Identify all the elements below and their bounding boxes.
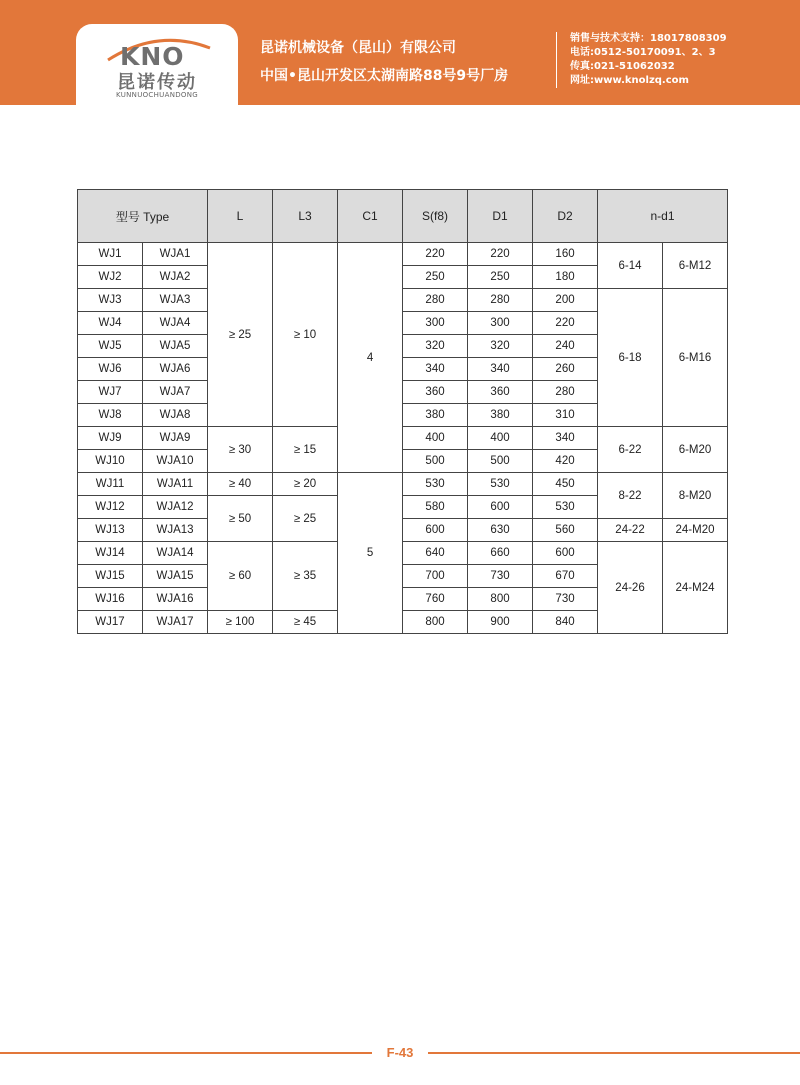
header-divider xyxy=(556,32,557,88)
cell-d2: 450 xyxy=(533,473,598,496)
sales-phone: 销售与技术支持：18017808309 xyxy=(570,33,727,44)
cell-s: 300 xyxy=(403,312,468,335)
cell-s: 400 xyxy=(403,427,468,450)
cell-l: ≥ 30 xyxy=(208,427,273,473)
cell-d2: 240 xyxy=(533,335,598,358)
cell-d1: 730 xyxy=(468,565,533,588)
cell-wj: WJ4 xyxy=(78,312,143,335)
cell-wja: WJA9 xyxy=(143,427,208,450)
cell-d2: 160 xyxy=(533,243,598,266)
cell-wja: WJA5 xyxy=(143,335,208,358)
cell-wja: WJA15 xyxy=(143,565,208,588)
cell-d2: 340 xyxy=(533,427,598,450)
cell-d1: 500 xyxy=(468,450,533,473)
cell-n: 24-26 xyxy=(598,542,663,634)
contact-info xyxy=(570,32,727,88)
cell-d2: 220 xyxy=(533,312,598,335)
cell-s: 580 xyxy=(403,496,468,519)
cell-l: ≥ 40 xyxy=(208,473,273,496)
cell-wja: WJA12 xyxy=(143,496,208,519)
cell-d1: 220 xyxy=(468,243,533,266)
cell-wja: WJA1 xyxy=(143,243,208,266)
header-l: L xyxy=(208,190,273,243)
cell-wj: WJ6 xyxy=(78,358,143,381)
cell-wj: WJ12 xyxy=(78,496,143,519)
company-info xyxy=(260,34,508,90)
page-header xyxy=(0,0,800,105)
cell-l3: ≥ 20 xyxy=(273,473,338,496)
cell-wja: WJA6 xyxy=(143,358,208,381)
cell-l: ≥ 60 xyxy=(208,542,273,611)
cell-wja: WJA16 xyxy=(143,588,208,611)
cell-d2: 200 xyxy=(533,289,598,312)
telephone: 电话:0512-50170091、2、3 xyxy=(570,47,716,58)
cell-n: 6-18 xyxy=(598,289,663,427)
cell-wj: WJ3 xyxy=(78,289,143,312)
cell-bolt: 24-M24 xyxy=(663,542,728,634)
cell-d1: 280 xyxy=(468,289,533,312)
cell-d1: 360 xyxy=(468,381,533,404)
cell-d1: 400 xyxy=(468,427,533,450)
cell-s: 700 xyxy=(403,565,468,588)
cell-s: 340 xyxy=(403,358,468,381)
cell-wja: WJA10 xyxy=(143,450,208,473)
cell-n: 6-22 xyxy=(598,427,663,473)
company-address: 中国•昆山开发区太湖南路88号9号厂房 xyxy=(260,68,509,84)
cell-d1: 800 xyxy=(468,588,533,611)
logo-mark-text: KNO xyxy=(120,42,185,68)
footer-line-right xyxy=(428,1052,800,1054)
table-row xyxy=(78,542,728,565)
cell-n: 6-14 xyxy=(598,243,663,289)
cell-d2: 180 xyxy=(533,266,598,289)
cell-wj: WJ13 xyxy=(78,519,143,542)
cell-wja: WJA11 xyxy=(143,473,208,496)
cell-s: 380 xyxy=(403,404,468,427)
cell-d1: 300 xyxy=(468,312,533,335)
cell-d2: 280 xyxy=(533,381,598,404)
page-number: F-43 xyxy=(386,1045,414,1060)
cell-d2: 420 xyxy=(533,450,598,473)
cell-s: 250 xyxy=(403,266,468,289)
cell-s: 220 xyxy=(403,243,468,266)
table-row xyxy=(78,427,728,450)
cell-wj: WJ8 xyxy=(78,404,143,427)
cell-wj: WJ9 xyxy=(78,427,143,450)
cell-wja: WJA17 xyxy=(143,611,208,634)
cell-wj: WJ15 xyxy=(78,565,143,588)
cell-l3: ≥ 15 xyxy=(273,427,338,473)
header-d2: D2 xyxy=(533,190,598,243)
cell-d1: 250 xyxy=(468,266,533,289)
cell-d2: 560 xyxy=(533,519,598,542)
cell-l3: ≥ 10 xyxy=(273,243,338,427)
cell-s: 360 xyxy=(403,381,468,404)
cell-s: 530 xyxy=(403,473,468,496)
cell-c1: 5 xyxy=(338,473,403,634)
cell-d1: 530 xyxy=(468,473,533,496)
cell-wj: WJ16 xyxy=(78,588,143,611)
cell-wj: WJ7 xyxy=(78,381,143,404)
header-type: 型号 Type xyxy=(78,190,208,243)
header-s: S(f8) xyxy=(403,190,468,243)
cell-bolt: 6-M12 xyxy=(663,243,728,289)
cell-s: 600 xyxy=(403,519,468,542)
cell-d2: 600 xyxy=(533,542,598,565)
fax: 传真:021-51062032 xyxy=(570,61,675,72)
cell-d2: 670 xyxy=(533,565,598,588)
logo-chinese-name: 昆诺传动 xyxy=(117,72,197,93)
cell-wja: WJA4 xyxy=(143,312,208,335)
cell-s: 280 xyxy=(403,289,468,312)
header-n-d1: n-d1 xyxy=(598,190,728,243)
cell-wja: WJA14 xyxy=(143,542,208,565)
cell-l3: ≥ 25 xyxy=(273,496,338,542)
kno-logo-icon xyxy=(98,34,218,68)
cell-wj: WJ14 xyxy=(78,542,143,565)
header-l3: L3 xyxy=(273,190,338,243)
cell-wja: WJA2 xyxy=(143,266,208,289)
cell-s: 640 xyxy=(403,542,468,565)
cell-wja: WJA3 xyxy=(143,289,208,312)
cell-d1: 340 xyxy=(468,358,533,381)
cell-wja: WJA8 xyxy=(143,404,208,427)
cell-l: ≥ 50 xyxy=(208,496,273,542)
cell-d2: 530 xyxy=(533,496,598,519)
cell-n: 8-22 xyxy=(598,473,663,519)
cell-wja: WJA13 xyxy=(143,519,208,542)
cell-l3: ≥ 45 xyxy=(273,611,338,634)
cell-l: ≥ 100 xyxy=(208,611,273,634)
table-row xyxy=(78,243,728,266)
logo xyxy=(76,24,238,106)
cell-d2: 840 xyxy=(533,611,598,634)
cell-d1: 380 xyxy=(468,404,533,427)
cell-s: 760 xyxy=(403,588,468,611)
cell-d2: 260 xyxy=(533,358,598,381)
company-name: 昆诺机械设备（昆山）有限公司 xyxy=(260,40,456,56)
cell-d2: 730 xyxy=(533,588,598,611)
table-row xyxy=(78,519,728,542)
table-row xyxy=(78,289,728,312)
cell-wj: WJ5 xyxy=(78,335,143,358)
table-header-row xyxy=(78,190,728,243)
website: 网址:www.knolzq.com xyxy=(570,75,689,86)
header-c1: C1 xyxy=(338,190,403,243)
cell-bolt: 8-M20 xyxy=(663,473,728,519)
cell-bolt: 6-M16 xyxy=(663,289,728,427)
header-d1: D1 xyxy=(468,190,533,243)
cell-s: 320 xyxy=(403,335,468,358)
cell-wj: WJ17 xyxy=(78,611,143,634)
cell-wj: WJ1 xyxy=(78,243,143,266)
cell-wja: WJA7 xyxy=(143,381,208,404)
cell-n: 24-22 xyxy=(598,519,663,542)
logo-english-name: KUNNUOCHUANDONG xyxy=(116,91,198,99)
cell-s: 800 xyxy=(403,611,468,634)
cell-d1: 320 xyxy=(468,335,533,358)
table-row xyxy=(78,473,728,496)
cell-l: ≥ 25 xyxy=(208,243,273,427)
cell-d1: 900 xyxy=(468,611,533,634)
cell-bolt: 24-M20 xyxy=(663,519,728,542)
cell-wj: WJ2 xyxy=(78,266,143,289)
cell-wj: WJ11 xyxy=(78,473,143,496)
cell-bolt: 6-M20 xyxy=(663,427,728,473)
cell-l3: ≥ 35 xyxy=(273,542,338,611)
cell-d1: 660 xyxy=(468,542,533,565)
cell-d1: 630 xyxy=(468,519,533,542)
spec-table xyxy=(77,189,728,634)
cell-c1: 4 xyxy=(338,243,403,473)
cell-wj: WJ10 xyxy=(78,450,143,473)
cell-d2: 310 xyxy=(533,404,598,427)
cell-s: 500 xyxy=(403,450,468,473)
footer-line-left xyxy=(0,1052,372,1054)
cell-d1: 600 xyxy=(468,496,533,519)
